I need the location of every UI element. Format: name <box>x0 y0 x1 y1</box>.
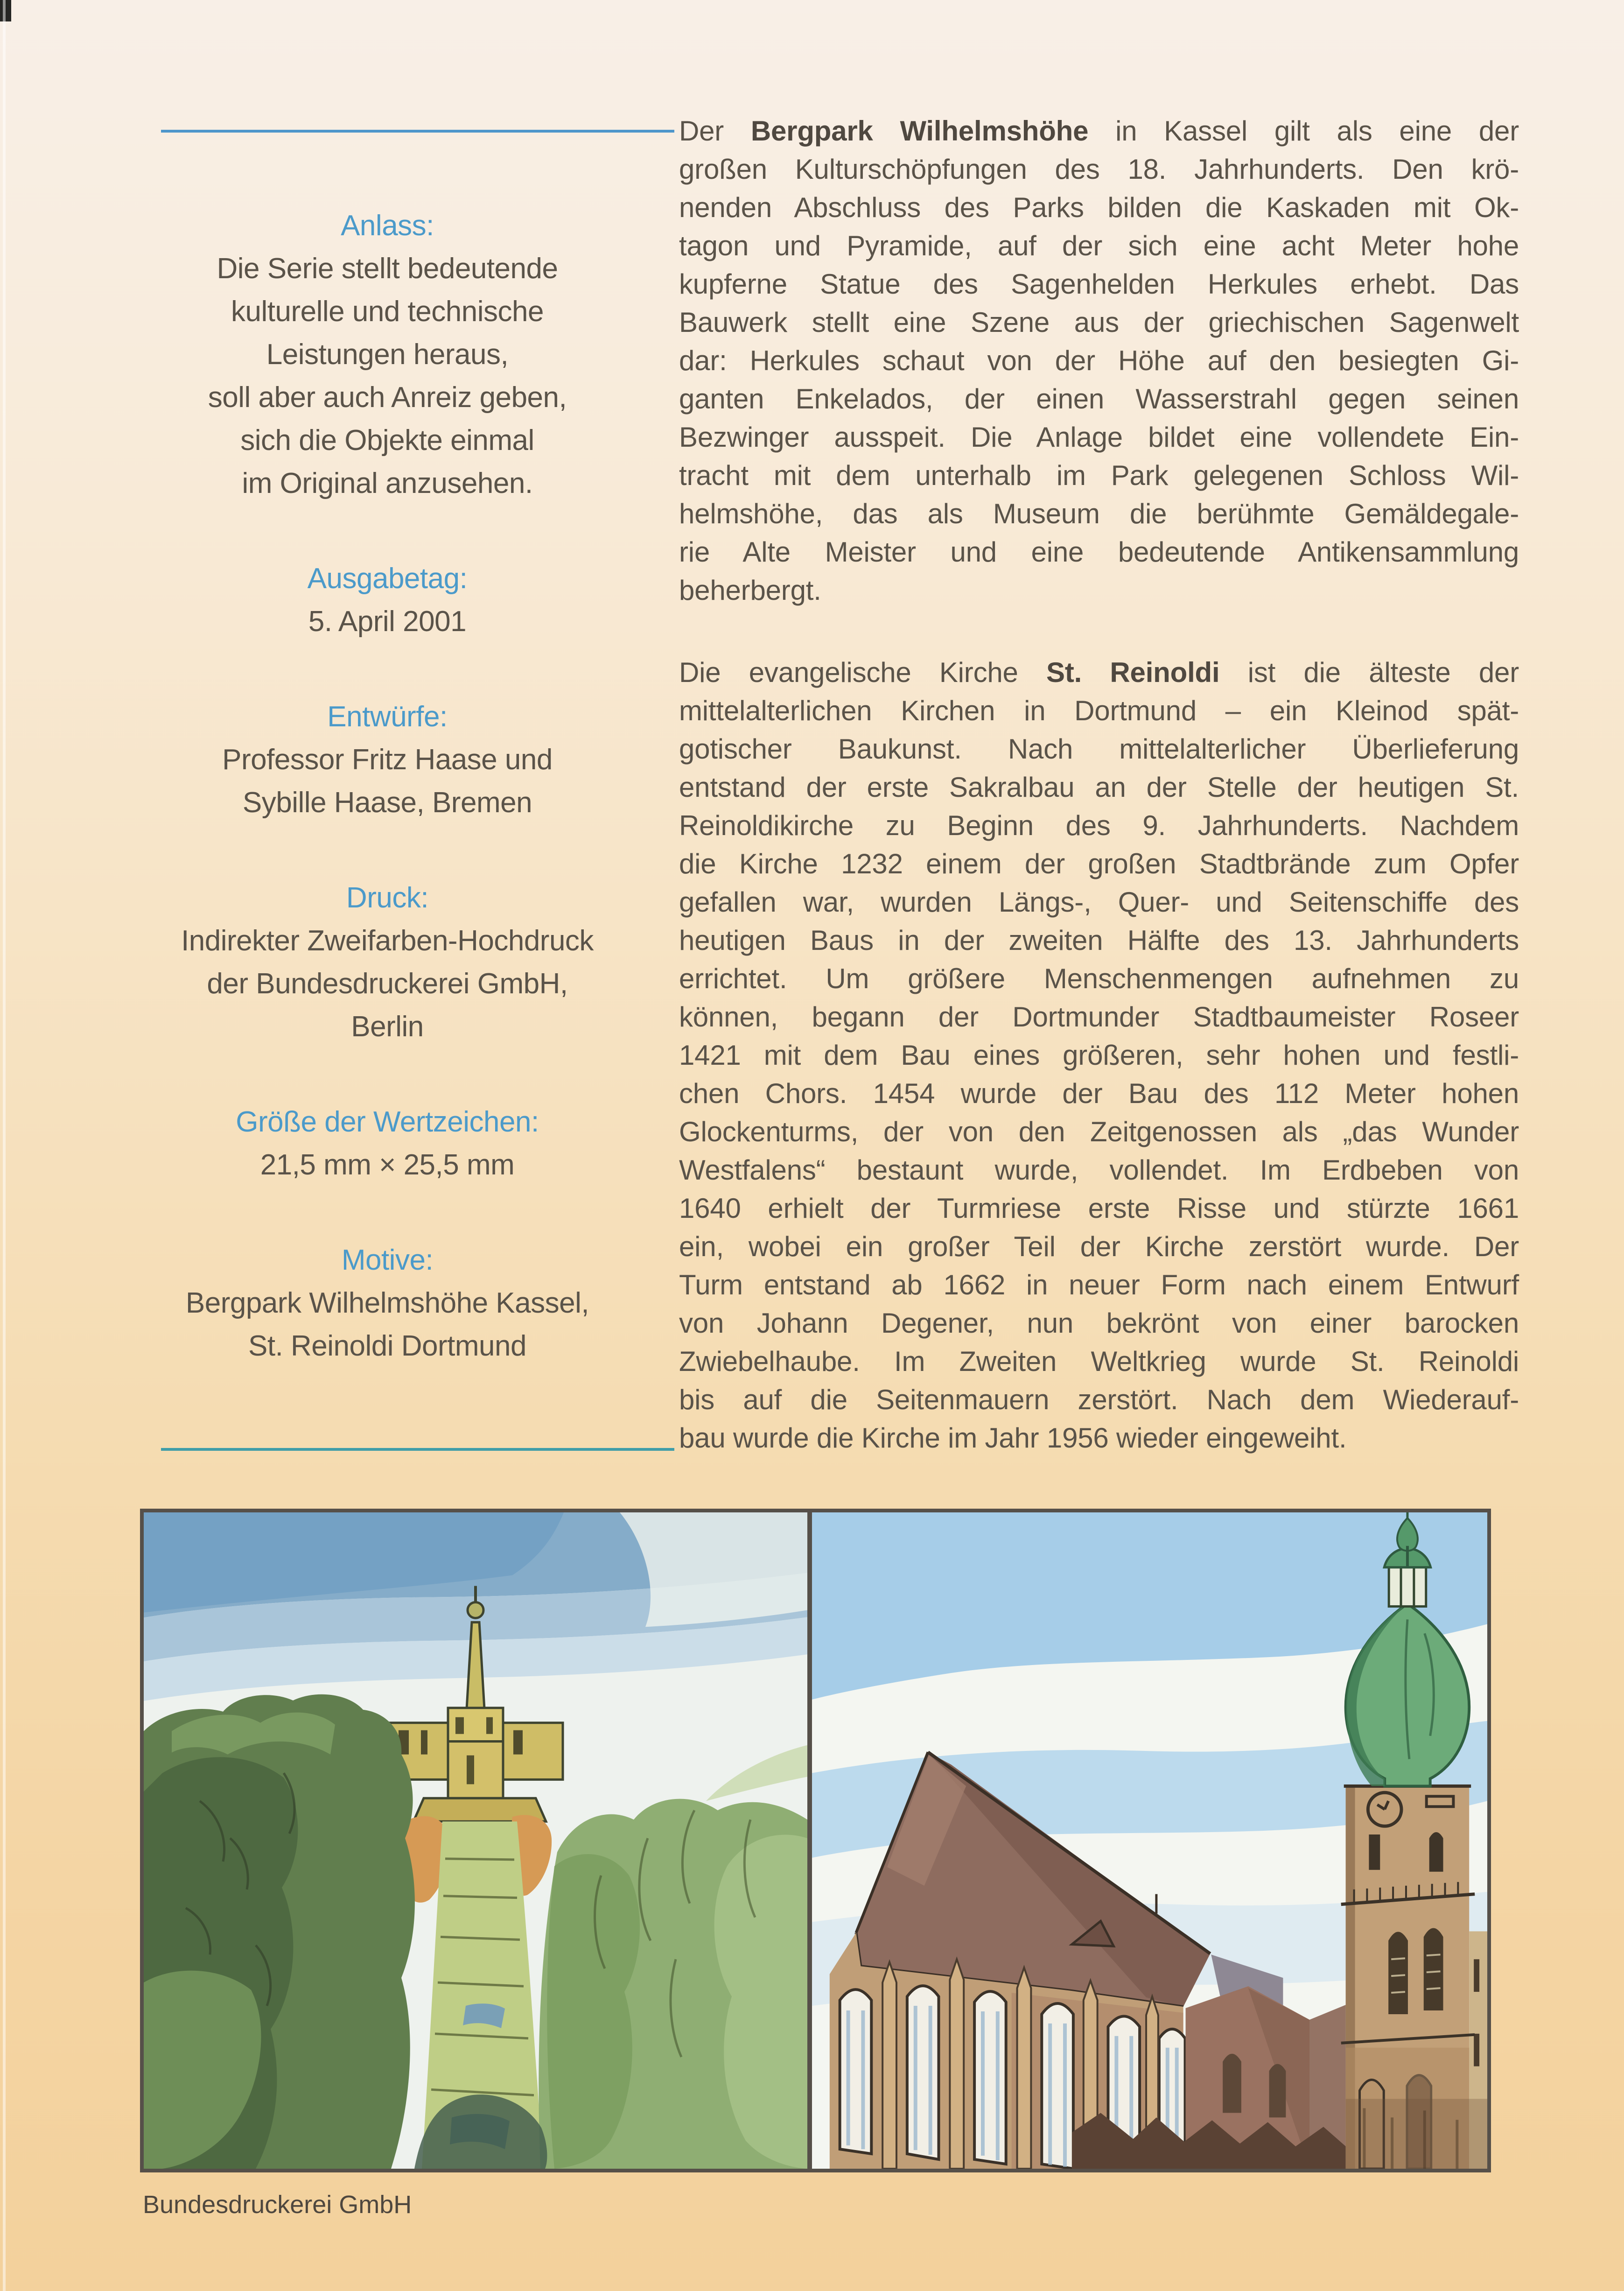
sidebar-section-heading: Druck: <box>346 882 429 914</box>
artwork-frame <box>140 1509 1491 2172</box>
article-line: mittelalterlichen Kirchen in Dortmund – ein Kleinod spät- <box>679 695 1519 726</box>
article-line: Bezwinger ausspeit. Die Anlage bildet eine vollendete Ein- <box>679 422 1519 453</box>
sidebar-section-heading: Motive: <box>341 1244 434 1276</box>
bergpark-watercolor <box>144 1512 807 2169</box>
article-line: dar: Herkules schaut von der Höhe auf den besiegten Gi- <box>679 345 1519 376</box>
bold-text: Bergpark Wilhelmshöhe <box>750 115 1089 147</box>
article-line: kupferne Statue des Sagenhelden Herkules erhebt. Das <box>679 268 1519 300</box>
article-line: entstand der erste Sakralbau an der Stelle der heutigen St. <box>679 772 1519 803</box>
article-line: von Johann Degener, nun bekrönt von einer barocken <box>679 1307 1519 1339</box>
article-line: nenden Abschluss des Parks bilden die Kaskaden mit Ok- <box>679 192 1519 223</box>
article-text-column <box>679 112 1519 1457</box>
illustration-bergpark-wilhelmshoehe <box>144 1512 807 2169</box>
sidebar-top-rule <box>161 130 674 133</box>
article-line: Zwiebelhaube. Im Zweiten Weltkrieg wurde St. Reinoldi <box>679 1346 1519 1377</box>
panel-divider <box>807 1512 812 2169</box>
sidebar-section-heading: Ausgabetag: <box>307 562 468 595</box>
article-line: gotischer Baukunst. Nach mittelalterlicher Überlieferung <box>679 733 1519 765</box>
sidebar-text-line: der Bundesdruckerei GmbH, <box>207 968 568 1000</box>
scan-edge-line <box>3 0 6 2291</box>
article-line: großen Kulturschöpfungen des 18. Jahrhunderts. Den krö- <box>679 154 1519 185</box>
sidebar-text-line: sich die Objekte einmal <box>240 424 534 457</box>
sidebar-section <box>117 877 658 1048</box>
sidebar-text-line: 21,5 mm × 25,5 mm <box>260 1149 515 1181</box>
sidebar-section <box>117 557 658 643</box>
sidebar-text-line: im Original anzusehen. <box>242 467 533 499</box>
sidebar-text-line: Berlin <box>351 1011 424 1043</box>
sidebar-section <box>117 696 658 824</box>
article-line: Die evangelische Kirche St. Reinoldi ist die älteste der <box>679 657 1519 688</box>
sidebar-text-line: Bergpark Wilhelmshöhe Kassel, <box>185 1287 589 1319</box>
article-line: helmshöhe, das als Museum die berühmte Gemäldegale- <box>679 498 1519 529</box>
sidebar-section-heading: Anlass: <box>341 210 434 242</box>
article-line: gefallen war, wurden Längs-, Quer- und Seitenschiffe des <box>679 886 1519 918</box>
article-line: beherbergt. <box>679 575 821 606</box>
article-line: tagon und Pyramide, auf der sich eine acht Meter hohe <box>679 230 1519 261</box>
scan-corner-mark <box>0 0 11 21</box>
sidebar-text-line: Sybille Haase, Bremen <box>242 787 532 819</box>
sidebar-section <box>117 204 658 505</box>
sidebar-section-heading: Größe der Wertzeichen: <box>236 1106 539 1138</box>
article-line: heutigen Baus in der zweiten Hälfte des 13. Jahrhunderts <box>679 925 1519 956</box>
article-line: ein, wobei ein großer Teil der Kirche zerstört wurde. Der <box>679 1231 1519 1262</box>
article-line: Reinoldikirche zu Beginn des 9. Jahrhunderts. Nachdem <box>679 810 1519 841</box>
sidebar-section <box>117 1101 658 1187</box>
article-line: Turm entstand ab 1662 in neuer Form nach einem Entwurf <box>679 1269 1519 1300</box>
article-line: die Kirche 1232 einem der großen Stadtbrände zum Opfer <box>679 848 1519 879</box>
article-line: tracht mit dem unterhalb im Park gelegenen Schloss Wil- <box>679 460 1519 491</box>
st-reinoldi-watercolor <box>812 1512 1487 2169</box>
article-line: 1421 mit dem Bau eines größeren, sehr hohen und festli- <box>679 1040 1519 1071</box>
sidebar-text-line: kulturelle und technische <box>231 295 544 328</box>
sidebar-text-line: St. Reinoldi Dortmund <box>248 1330 526 1362</box>
article-line: Glockenturms, der von den Zeitgenossen als „das Wunder <box>679 1116 1519 1147</box>
sidebar-text-line: Leistungen heraus, <box>266 338 509 371</box>
article-line: ganten Enkelados, der einen Wasserstrahl gegen seinen <box>679 383 1519 415</box>
article-paragraph <box>679 654 1519 1457</box>
article-line: Der Bergpark Wilhelmshöhe in Kassel gilt als eine der <box>679 115 1519 147</box>
article-line: können, begann der Dortmunder Stadtbaumeister Roseer <box>679 1001 1519 1033</box>
sidebar-text-line: Die Serie stellt bedeutende <box>217 253 558 285</box>
article-line: chen Chors. 1454 wurde der Bau des 112 Meter hohen <box>679 1078 1519 1109</box>
article-line: bau wurde die Kirche im Jahr 1956 wieder eingeweiht. <box>679 1422 1347 1454</box>
sidebar-section <box>117 1239 658 1368</box>
article-line: Westfalens“ bestaunt wurde, vollendet. Im Erdbeben von <box>679 1154 1519 1186</box>
article-line: errichtet. Um größere Menschenmengen aufnehmen zu <box>679 963 1519 994</box>
sidebar-section-heading: Entwürfe: <box>327 701 448 733</box>
sidebar-text-line: Professor Fritz Haase und <box>222 744 553 776</box>
article-line: Bauwerk stellt eine Szene aus der griechischen Sagenwelt <box>679 307 1519 338</box>
illustration-st-reinoldi <box>812 1512 1487 2169</box>
caption-bundesdruckerei: Bundesdruckerei GmbH <box>143 2191 412 2219</box>
article-line: bis auf die Seitenmauern zerstört. Nach dem Wiederauf- <box>679 1384 1519 1415</box>
bold-text: St. Reinoldi <box>1046 657 1220 688</box>
article-line: rie Alte Meister und eine bedeutende Antikensammlung <box>679 536 1519 568</box>
sidebar-text-line: Indirekter Zweifarben-Hochdruck <box>181 925 594 957</box>
sidebar-info-column <box>117 204 658 1368</box>
article-line: 1640 erhielt der Turmriese erste Risse und stürzte 1661 <box>679 1193 1519 1224</box>
article-paragraph <box>679 112 1519 610</box>
sidebar-bottom-rule <box>161 1448 674 1451</box>
sidebar-text-line: soll aber auch Anreiz geben, <box>208 381 567 414</box>
sidebar-text-line: 5. April 2001 <box>308 605 467 638</box>
